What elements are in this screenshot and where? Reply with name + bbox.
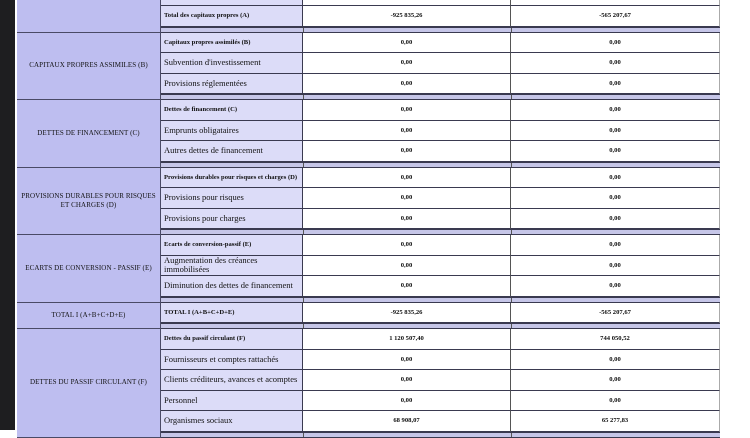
- value-n1: 0,00: [511, 141, 720, 162]
- separator-divider: [511, 95, 512, 99]
- subtotal-label: Dettes de financement (C): [161, 100, 303, 121]
- value-n: 0,00: [303, 370, 511, 391]
- value-n1: 0,00: [511, 53, 720, 74]
- value-n1: 744 050,52: [511, 329, 720, 350]
- value-n1: 0,00: [511, 168, 720, 189]
- subtotal-label: Capitaux propres assimilés (B): [161, 33, 303, 54]
- category-cell: [17, 0, 161, 33]
- value-n1: 0,00: [511, 256, 720, 277]
- row-label: Emprunts obligataires: [161, 121, 303, 142]
- value-n1: 0,00: [511, 33, 720, 54]
- value-n: 0,00: [303, 350, 511, 371]
- passif-table: [17, 0, 720, 430]
- value-n1: -565 207,67: [511, 6, 720, 27]
- value-n: 0,00: [303, 235, 511, 256]
- separator-divider: [303, 95, 304, 99]
- separator-divider: [303, 298, 304, 302]
- category-cell: DETTES DE FINANCEMENT (C): [17, 100, 161, 168]
- separator-divider: [511, 163, 512, 167]
- value-n: 0,00: [303, 276, 511, 297]
- value-n1: 0,00: [511, 235, 720, 256]
- separator-divider: [303, 28, 304, 32]
- separator-divider: [511, 230, 512, 234]
- value-n: 0,00: [303, 168, 511, 189]
- subtotal-label: Provisions durables pour risques et charges (D): [161, 168, 303, 189]
- value-n: 1 120 507,40: [303, 329, 511, 350]
- separator-divider: [511, 298, 512, 302]
- value-n1: 0,00: [511, 100, 720, 121]
- row-label: Diminution des dettes de financement: [161, 276, 303, 297]
- value-n1: 0,00: [511, 370, 720, 391]
- value-n1: -565 207,67: [511, 303, 720, 324]
- value-n: 0,00: [303, 74, 511, 95]
- separator-divider: [511, 28, 512, 32]
- category-cell: PROVISIONS DURABLES POUR RISQUES ET CHARGES (D): [17, 168, 161, 236]
- subtotal-label: TOTAL I (A+B+C+D+E): [161, 303, 303, 324]
- value-n: 0,00: [303, 53, 511, 74]
- row-label: Augmentation des créances immobilisées: [161, 256, 303, 277]
- separator-divider: [511, 324, 512, 328]
- value-n: 0,00: [303, 100, 511, 121]
- row-label: Clients créditeurs, avances et acomptes: [161, 370, 303, 391]
- separator-divider: [303, 324, 304, 328]
- value-n: 0,00: [303, 33, 511, 54]
- row-label: Autres dettes de financement: [161, 141, 303, 162]
- value-n: 0,00: [303, 256, 511, 277]
- value-n: 0,00: [303, 141, 511, 162]
- value-n1: 0,00: [511, 209, 720, 230]
- value-n1: 65 277,83: [511, 411, 720, 432]
- row-label: Provisions pour risques: [161, 188, 303, 209]
- window-edge: [0, 0, 15, 430]
- value-n: 68 908,07: [303, 411, 511, 432]
- category-cell: CAPITAUX PROPRES ASSIMILES (B): [17, 33, 161, 101]
- row-label: Provisions réglementées: [161, 74, 303, 95]
- row-label: Fournisseurs et comptes rattachés: [161, 350, 303, 371]
- row-label: Personnel: [161, 391, 303, 412]
- section-separator: [161, 432, 720, 438]
- value-n1: 0,00: [511, 188, 720, 209]
- value-n: 0,00: [303, 121, 511, 142]
- separator-divider: [303, 433, 304, 437]
- separator-divider: [511, 433, 512, 437]
- row-label: Subvention d'investissement: [161, 53, 303, 74]
- subtotal-label: Total des capitaux propres (A): [161, 6, 303, 27]
- value-n: -925 835,26: [303, 6, 511, 27]
- value-n: 0,00: [303, 209, 511, 230]
- value-n: 0,00: [303, 188, 511, 209]
- value-n1: 0,00: [511, 276, 720, 297]
- subtotal-label: Ecarts de conversion-passif (E): [161, 235, 303, 256]
- value-n: 0,00: [303, 391, 511, 412]
- category-cell: ECARTS DE CONVERSION - PASSIF (E): [17, 235, 161, 303]
- separator-divider: [303, 163, 304, 167]
- row-label: Provisions pour charges: [161, 209, 303, 230]
- separator-divider: [303, 230, 304, 234]
- category-cell: DETTES DU PASSIF CIRCULANT (F): [17, 329, 161, 438]
- category-cell: TOTAL I (A+B+C+D+E): [17, 303, 161, 330]
- value-n: -925 835,26: [303, 303, 511, 324]
- subtotal-label: Dettes du passif circulant (F): [161, 329, 303, 350]
- value-n1: 0,00: [511, 391, 720, 412]
- value-n1: 0,00: [511, 350, 720, 371]
- row-label: Organismes sociaux: [161, 411, 303, 432]
- value-n1: 0,00: [511, 121, 720, 142]
- value-n1: 0,00: [511, 74, 720, 95]
